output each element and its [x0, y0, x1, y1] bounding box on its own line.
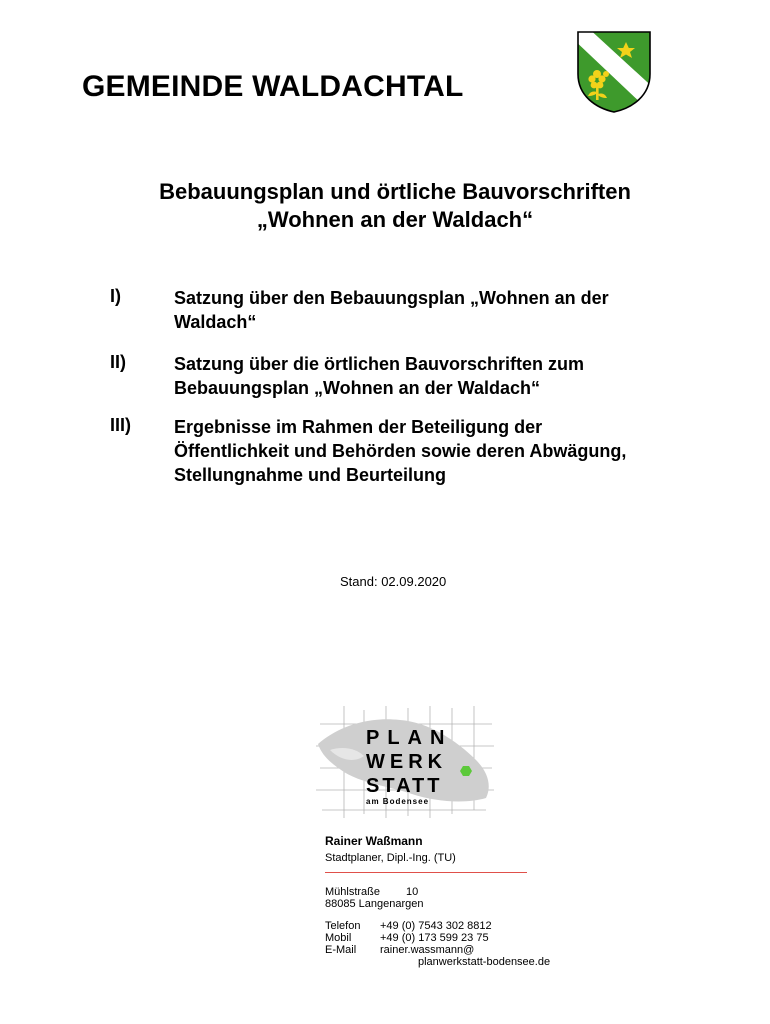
section-number-1: I)	[110, 286, 121, 306]
section-text-2	[174, 352, 734, 400]
stand-date: Stand: 02.09.2020	[340, 574, 447, 589]
section-3-line-2: Öffentlichkeit und Behörden sowie deren Abwägung,	[174, 441, 627, 461]
phone-label: Telefon	[325, 920, 361, 932]
planwerkstatt-logo	[316, 706, 496, 818]
contact-title: Stadtplaner, Dipl.-Ing. (TU)	[325, 852, 456, 864]
section-2-line-1: Satzung über die örtlichen Bauvorschriften zum	[174, 354, 585, 374]
document-title-line-2: „Wohnen an der Waldach“	[256, 207, 534, 232]
section-text-3	[174, 415, 734, 487]
street-label: Mühlstraße	[325, 886, 381, 898]
section-3-line-3: Stellungnahme und Beurteilung	[174, 465, 447, 485]
logo-line-werk: WERK	[366, 751, 448, 773]
section-3-line-1: Ergebnisse im Rahmen der Beteiligung der	[174, 417, 543, 437]
section-2-line-2: Bebauungsplan „Wohnen an der Waldach“	[174, 378, 541, 398]
section-number-2: II)	[110, 352, 126, 372]
logo-line-statt: STATT	[366, 775, 443, 797]
email-line-2: planwerkstatt-bodensee.de	[418, 956, 551, 968]
municipality-heading: GEMEINDE WALDACHTAL	[82, 70, 464, 103]
mobile-number: +49 (0) 173 599 23 75	[380, 932, 489, 944]
section-1-line-2: Waldach“	[174, 312, 257, 332]
coat-of-arms-icon	[576, 30, 652, 114]
document-title	[60, 178, 730, 234]
phone-number: +49 (0) 7543 302 8812	[380, 920, 492, 932]
logo-line-plan: PLAN	[366, 727, 453, 749]
email-line-1: rainer.wassmann@	[380, 944, 475, 956]
logo-line-bodensee: am Bodensee	[366, 797, 430, 806]
city: 88085 Langenargen	[325, 898, 424, 910]
email-label: E-Mail	[325, 944, 357, 956]
mobile-label: Mobil	[325, 932, 352, 944]
contact-divider	[325, 872, 527, 873]
contact-name: Rainer Waßmann	[325, 834, 423, 848]
section-text-1	[174, 286, 734, 334]
street-number: 10	[406, 886, 419, 898]
document-title-line-1: Bebauungsplan und örtliche Bauvorschriften	[159, 179, 631, 204]
section-1-line-1: Satzung über den Bebauungsplan „Wohnen an der	[174, 288, 609, 308]
section-number-3: III)	[110, 415, 131, 435]
